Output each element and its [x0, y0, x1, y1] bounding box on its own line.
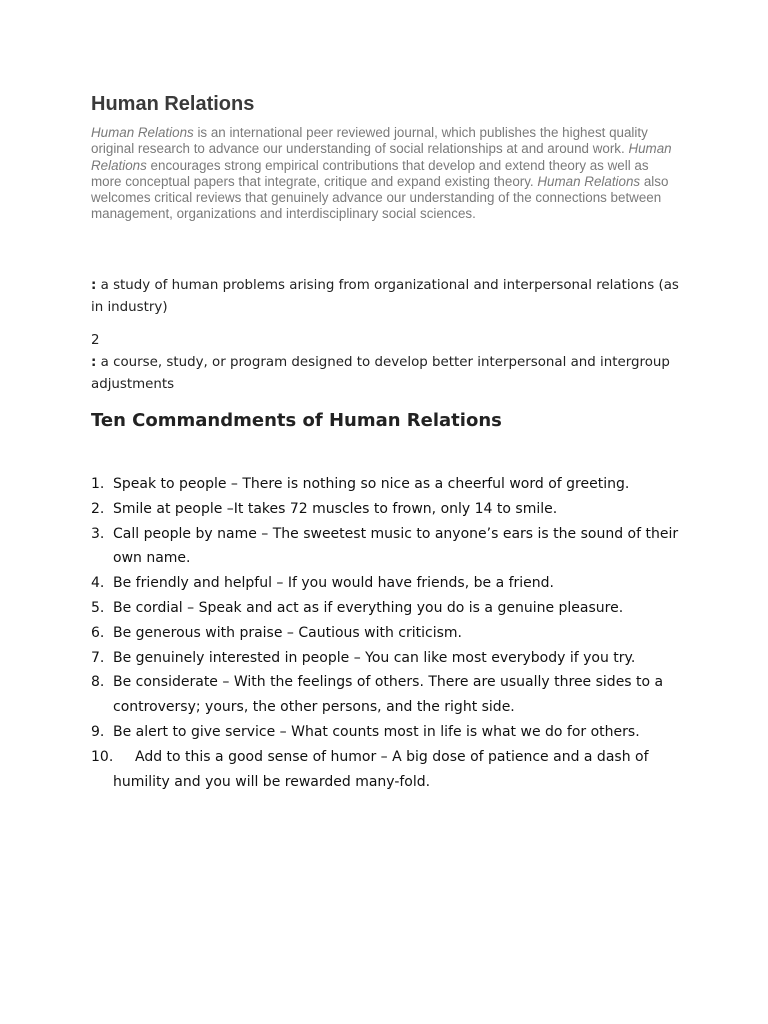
list-item-number: 9.	[91, 723, 105, 740]
list-item	[91, 720, 691, 745]
list-item-text: Be friendly and helpful – If you would have friends, be a friend.	[113, 575, 554, 592]
definition-number: 2	[91, 333, 100, 348]
section-title: Ten Commandments of Human Relations	[91, 410, 502, 431]
commandments-list	[91, 472, 691, 794]
list-item	[91, 670, 691, 720]
list-item-number: 5.	[91, 599, 105, 616]
list-item-number: 2.	[91, 500, 105, 517]
list-item-text: Call people by name – The sweetest music to anyone’s ears is the sound of their own name.	[113, 525, 679, 567]
list-item-number: 3.	[91, 525, 105, 542]
journal-name-italic: Human Relations	[91, 125, 194, 140]
list-item-number: 1.	[91, 476, 105, 492]
definition-2	[91, 330, 691, 396]
list-item-text: Add to this a good sense of humor – A big dose of patience and a dash of humility and you will be rewarded many-fold.	[113, 748, 649, 790]
list-item	[91, 596, 691, 621]
definition-marker: :	[91, 355, 97, 370]
list-item-text: Be genuinely interested in people – You can like most everybody if you try.	[113, 649, 636, 666]
list-item-text: Speak to people – There is nothing so nice as a cheerful word of greeting.	[113, 476, 630, 492]
journal-name-italic: Human Relations	[537, 173, 641, 189]
list-item	[91, 621, 691, 646]
list-item	[91, 745, 691, 795]
list-item-text: Be considerate – With the feelings of others. There are usually three sides to a controversy; yours, the other persons, and the right side.	[113, 674, 664, 716]
intro-text-2: encourages strong empirical contributions that develop and extend theory as well as more conceptual papers that integrate, critique and expand existing theory.	[91, 157, 649, 189]
list-item-text: Smile at people –It takes 72 muscles to frown, only 14 to smile.	[113, 500, 558, 517]
definition-marker: :	[91, 278, 97, 293]
list-item	[91, 472, 691, 497]
list-item	[91, 522, 691, 572]
list-item-number: 7.	[91, 649, 105, 666]
intro-text-1: is an international peer reviewed journal, which publishes the highest quality original research to advance our understanding of social relationships at and around work.	[91, 125, 648, 157]
definition-text: a study of human problems arising from organizational and interpersonal relations (as in industry)	[91, 278, 679, 315]
list-item-number: 6.	[91, 624, 105, 641]
list-item-number: 4.	[91, 575, 105, 592]
intro-text-3: also welcomes critical reviews that genuinely advance our understanding of the connections between management, organizations and interdisciplinary social sciences.	[91, 173, 669, 222]
document-title: Human Relations	[91, 93, 255, 115]
list-item-text: Be alert to give service – What counts most in life is what we do for others.	[113, 723, 640, 740]
definition-text: a course, study, or program designed to develop better interpersonal and intergroup adjustments	[91, 355, 670, 392]
list-item-text: Be cordial – Speak and act as if everything you do is a genuine pleasure.	[113, 599, 624, 616]
list-item-text: Be generous with praise – Cautious with criticism.	[113, 624, 462, 641]
list-item	[91, 497, 691, 522]
list-item-number: 10.	[91, 748, 114, 765]
definition-1	[91, 275, 691, 319]
journal-intro-paragraph	[91, 125, 681, 223]
list-item	[91, 646, 691, 671]
list-item	[91, 571, 691, 596]
journal-name-italic: Human Relations	[91, 141, 672, 173]
list-item-number: 8.	[91, 674, 105, 691]
